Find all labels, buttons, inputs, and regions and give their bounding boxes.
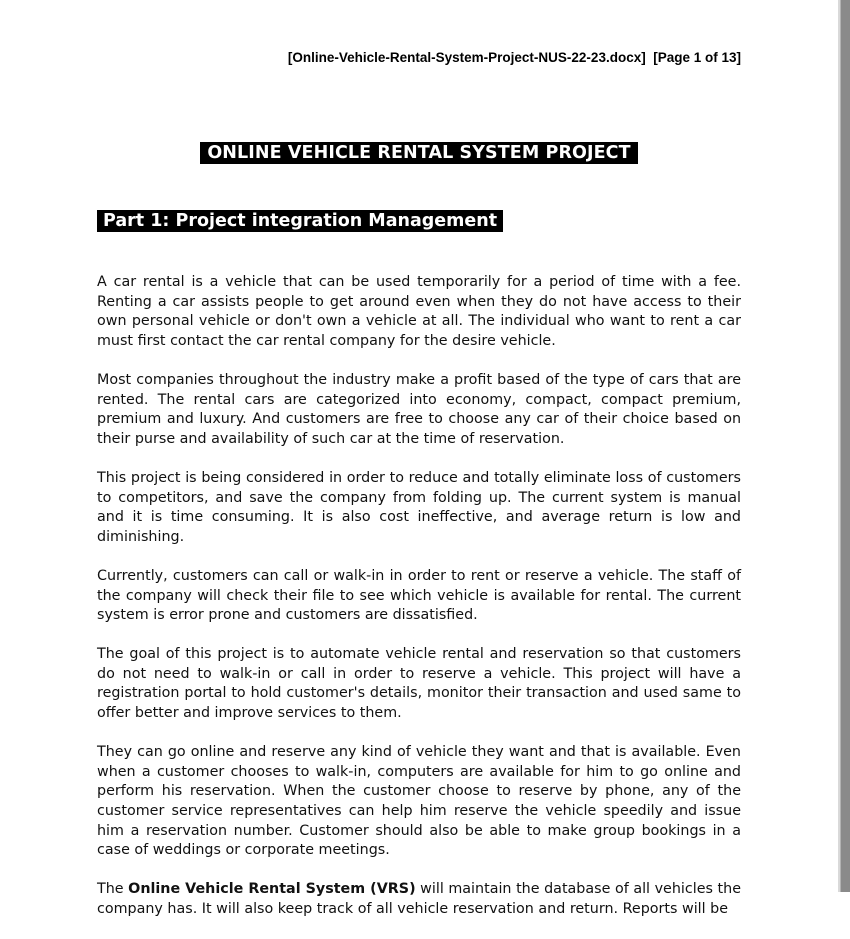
header-filename: [Online-Vehicle-Rental-System-Project-NUS-22-23.docx] (287, 50, 646, 65)
paragraph-vrs (97, 880, 741, 919)
paragraph: This project is being considered in order to reduce and totally eliminate loss of customers to competitors, and save the company from folding up. The current system is manual and it is time consuming. It is also cost ineffective, and average return is low and diminishing. (97, 469, 741, 545)
document-title: ONLINE VEHICLE RENTAL SYSTEM PROJECT (200, 142, 637, 164)
paragraph: Currently, customers can call or walk-in in order to rent or reserve a vehicle. The staff of the company will check their file to see which vehicle is available for rental. The current system is error prone and customers are dissatisfied. (97, 567, 741, 624)
system-name-bold: Online Vehicle Rental System (VRS) (128, 881, 416, 898)
paragraph: The goal of this project is to automate vehicle rental and reservation so that customers do not need to walk-in or call in order to reserve a vehicle. This project will have a registration portal to hold customer's details, monitor their transaction and used same to offer better and improve services to them. (97, 646, 741, 722)
document-body (97, 273, 741, 939)
title-container (0, 142, 838, 164)
paragraph: They can go online and reserve any kind of vehicle they want and that is available. Even when a customer chooses to walk-in, computers are available for him to go online and perform his reservation. When the customer choose to reserve by phone, any of the customer service representatives can help him reserve the vehicle speedily and issue him a reservation number. Customer should also be able to make group bookings in a case of weddings or corporate meetings. (97, 744, 741, 859)
paragraph-lead: The (97, 881, 129, 898)
header-page-label: [Page 1 of 13] (653, 50, 741, 65)
paragraph-rest: will maintain the database of all vehicles the company has. It will also keep track of all vehicle reservation and return. Reports will be (97, 881, 741, 917)
part-heading: Part 1: Project integration Management (97, 210, 503, 232)
viewer-edge (838, 0, 850, 892)
paragraph: A car rental is a vehicle that can be used temporarily for a period of time with a fee. Renting a car assists people to get around even when they do not have access to their own personal vehicle or don't own a vehicle at all. The individual who want to rent a car must first contact the car rental company for the desire vehicle. (97, 274, 741, 349)
paragraph: Most companies throughout the industry make a profit based of the type of cars that are rented. The rental cars are categorized into economy, compact, compact premium, premium and luxury. And customers are free to choose any car of their choice based on their purse and availability of such car at the time of reservation. (97, 371, 741, 447)
page-header (288, 50, 741, 65)
